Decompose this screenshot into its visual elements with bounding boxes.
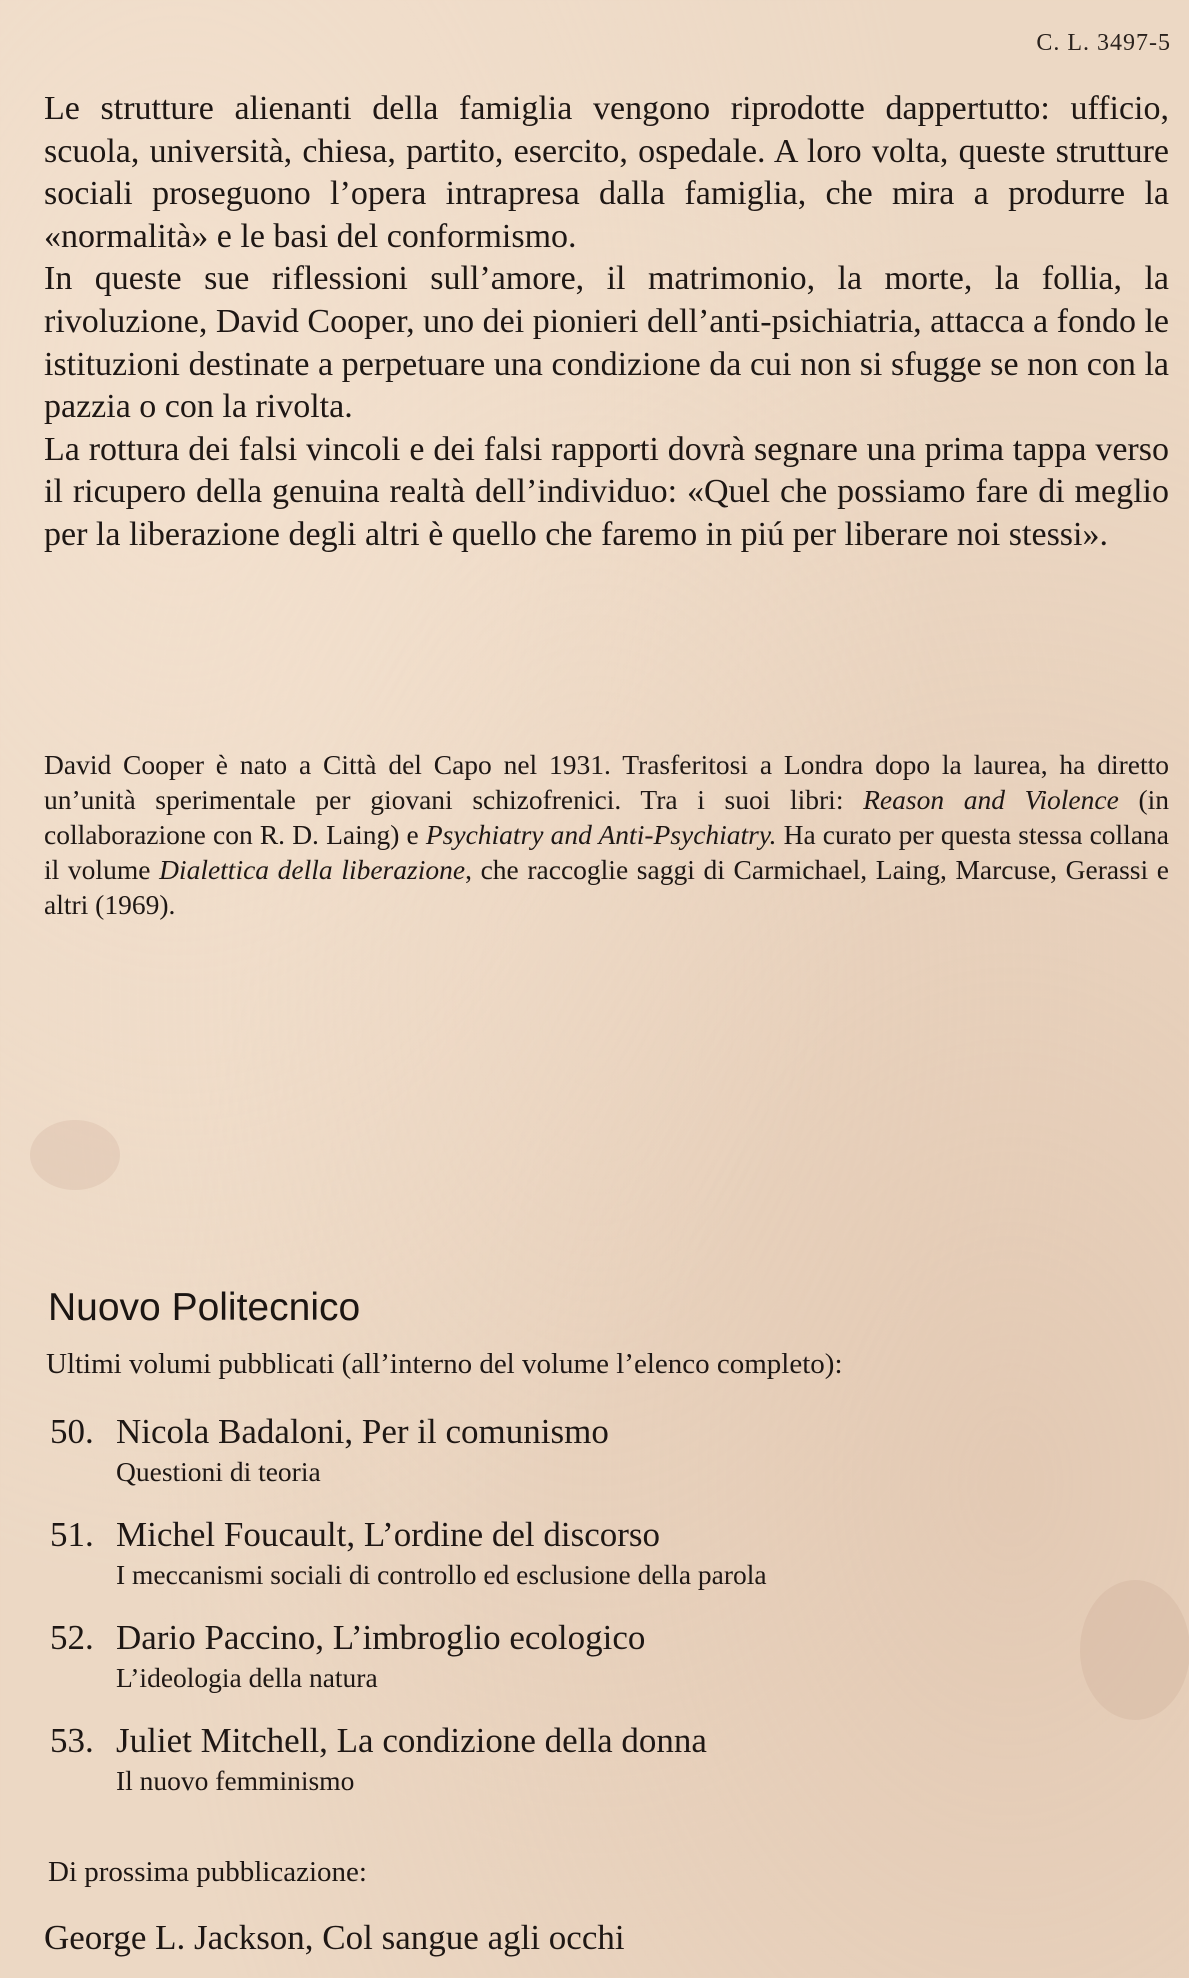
- series-subtitle: Ultimi volumi pubblicati (all’interno del volume l’elenco completo):: [46, 1348, 843, 1380]
- bio-text: David Cooper è nato a Città del Capo nel 1931. Trasferitosi a Londra dopo la laurea, ha diretto un’unità sperimentale per giovani schizofrenici. Tra i suoi libri:: [44, 749, 1169, 815]
- volume-subtitle: L’ideologia della natura: [116, 1662, 378, 1693]
- bio-text: (in collaborazione con R. D. Laing) e: [44, 784, 1169, 850]
- book-title: Psychiatry and Anti-Psychiatry.: [425, 819, 777, 850]
- catalog-code: C. L. 3497-5: [1036, 30, 1171, 56]
- forthcoming-title: George L. Jackson, Col sangue agli occhi: [44, 1918, 625, 1957]
- volume-list: [50, 1409, 767, 1821]
- volume-number: 50.: [50, 1412, 94, 1451]
- bio-text: , che raccoglie saggi di Carmichael, Laing, Marcuse, Gerassi e altri (1969).: [44, 854, 1169, 920]
- series-title: Nuovo Politecnico: [48, 1286, 361, 1329]
- forthcoming-label: Di prossima pubblicazione:: [48, 1856, 367, 1888]
- volume-number: 53.: [50, 1721, 94, 1760]
- volume-title: Juliet Mitchell, La condizione della donna: [116, 1721, 707, 1760]
- volume-item: [50, 1718, 767, 1821]
- blurb-paragraph: In queste sue riflessioni sull’amore, il matrimonio, la morte, la follia, la rivoluzione, David Cooper, uno dei pionieri dell’anti-psichiatria, attacca a fondo le istituzioni destinate a perpetuare una condizione da cui non si sfugge se non con la pazzia o con la rivolta.: [44, 260, 1169, 426]
- volume-subtitle: Questioni di teoria: [116, 1456, 321, 1487]
- paper-stain: [1080, 1580, 1189, 1720]
- volume-title: Dario Paccino, L’imbroglio ecologico: [116, 1618, 646, 1657]
- volume-number: 52.: [50, 1618, 94, 1657]
- volume-item: [50, 1409, 767, 1512]
- volume-item: [50, 1512, 767, 1615]
- volume-subtitle: I meccanismi sociali di controllo ed esclusione della parola: [116, 1559, 767, 1590]
- book-title: Dialettica della liberazione: [159, 854, 466, 885]
- volume-number: 51.: [50, 1515, 94, 1554]
- blurb-paragraph: La rottura dei falsi vincoli e dei falsi rapporti dovrà segnare una prima tappa verso il ricupero della genuina realtà dell’individuo: «Quel che possiamo fare di meglio per la liberazione degli altri è quello che faremo in piú per liberare noi stessi».: [44, 430, 1169, 553]
- blurb-paragraph: Le strutture alienanti della famiglia vengono riprodotte dappertutto: ufficio, scuola, università, chiesa, partito, esercito, ospedale. A loro volta, queste strutture sociali proseguono l’opera intrapresa dalla famiglia, che mira a produrre la «normalità» e le basi del conformismo.: [44, 90, 1169, 255]
- blurb-text: [44, 88, 1169, 557]
- book-title: Reason and Violence: [863, 784, 1119, 815]
- author-bio: [44, 747, 1169, 922]
- paper-stain: [30, 1120, 120, 1190]
- volume-title: Michel Foucault, L’ordine del discorso: [116, 1515, 661, 1554]
- volume-title: Nicola Badaloni, Per il comunismo: [116, 1412, 609, 1451]
- volume-subtitle: Il nuovo femminismo: [116, 1765, 355, 1796]
- bio-text: Ha curato per questa stessa collana il volume: [44, 819, 1169, 885]
- volume-item: [50, 1615, 767, 1718]
